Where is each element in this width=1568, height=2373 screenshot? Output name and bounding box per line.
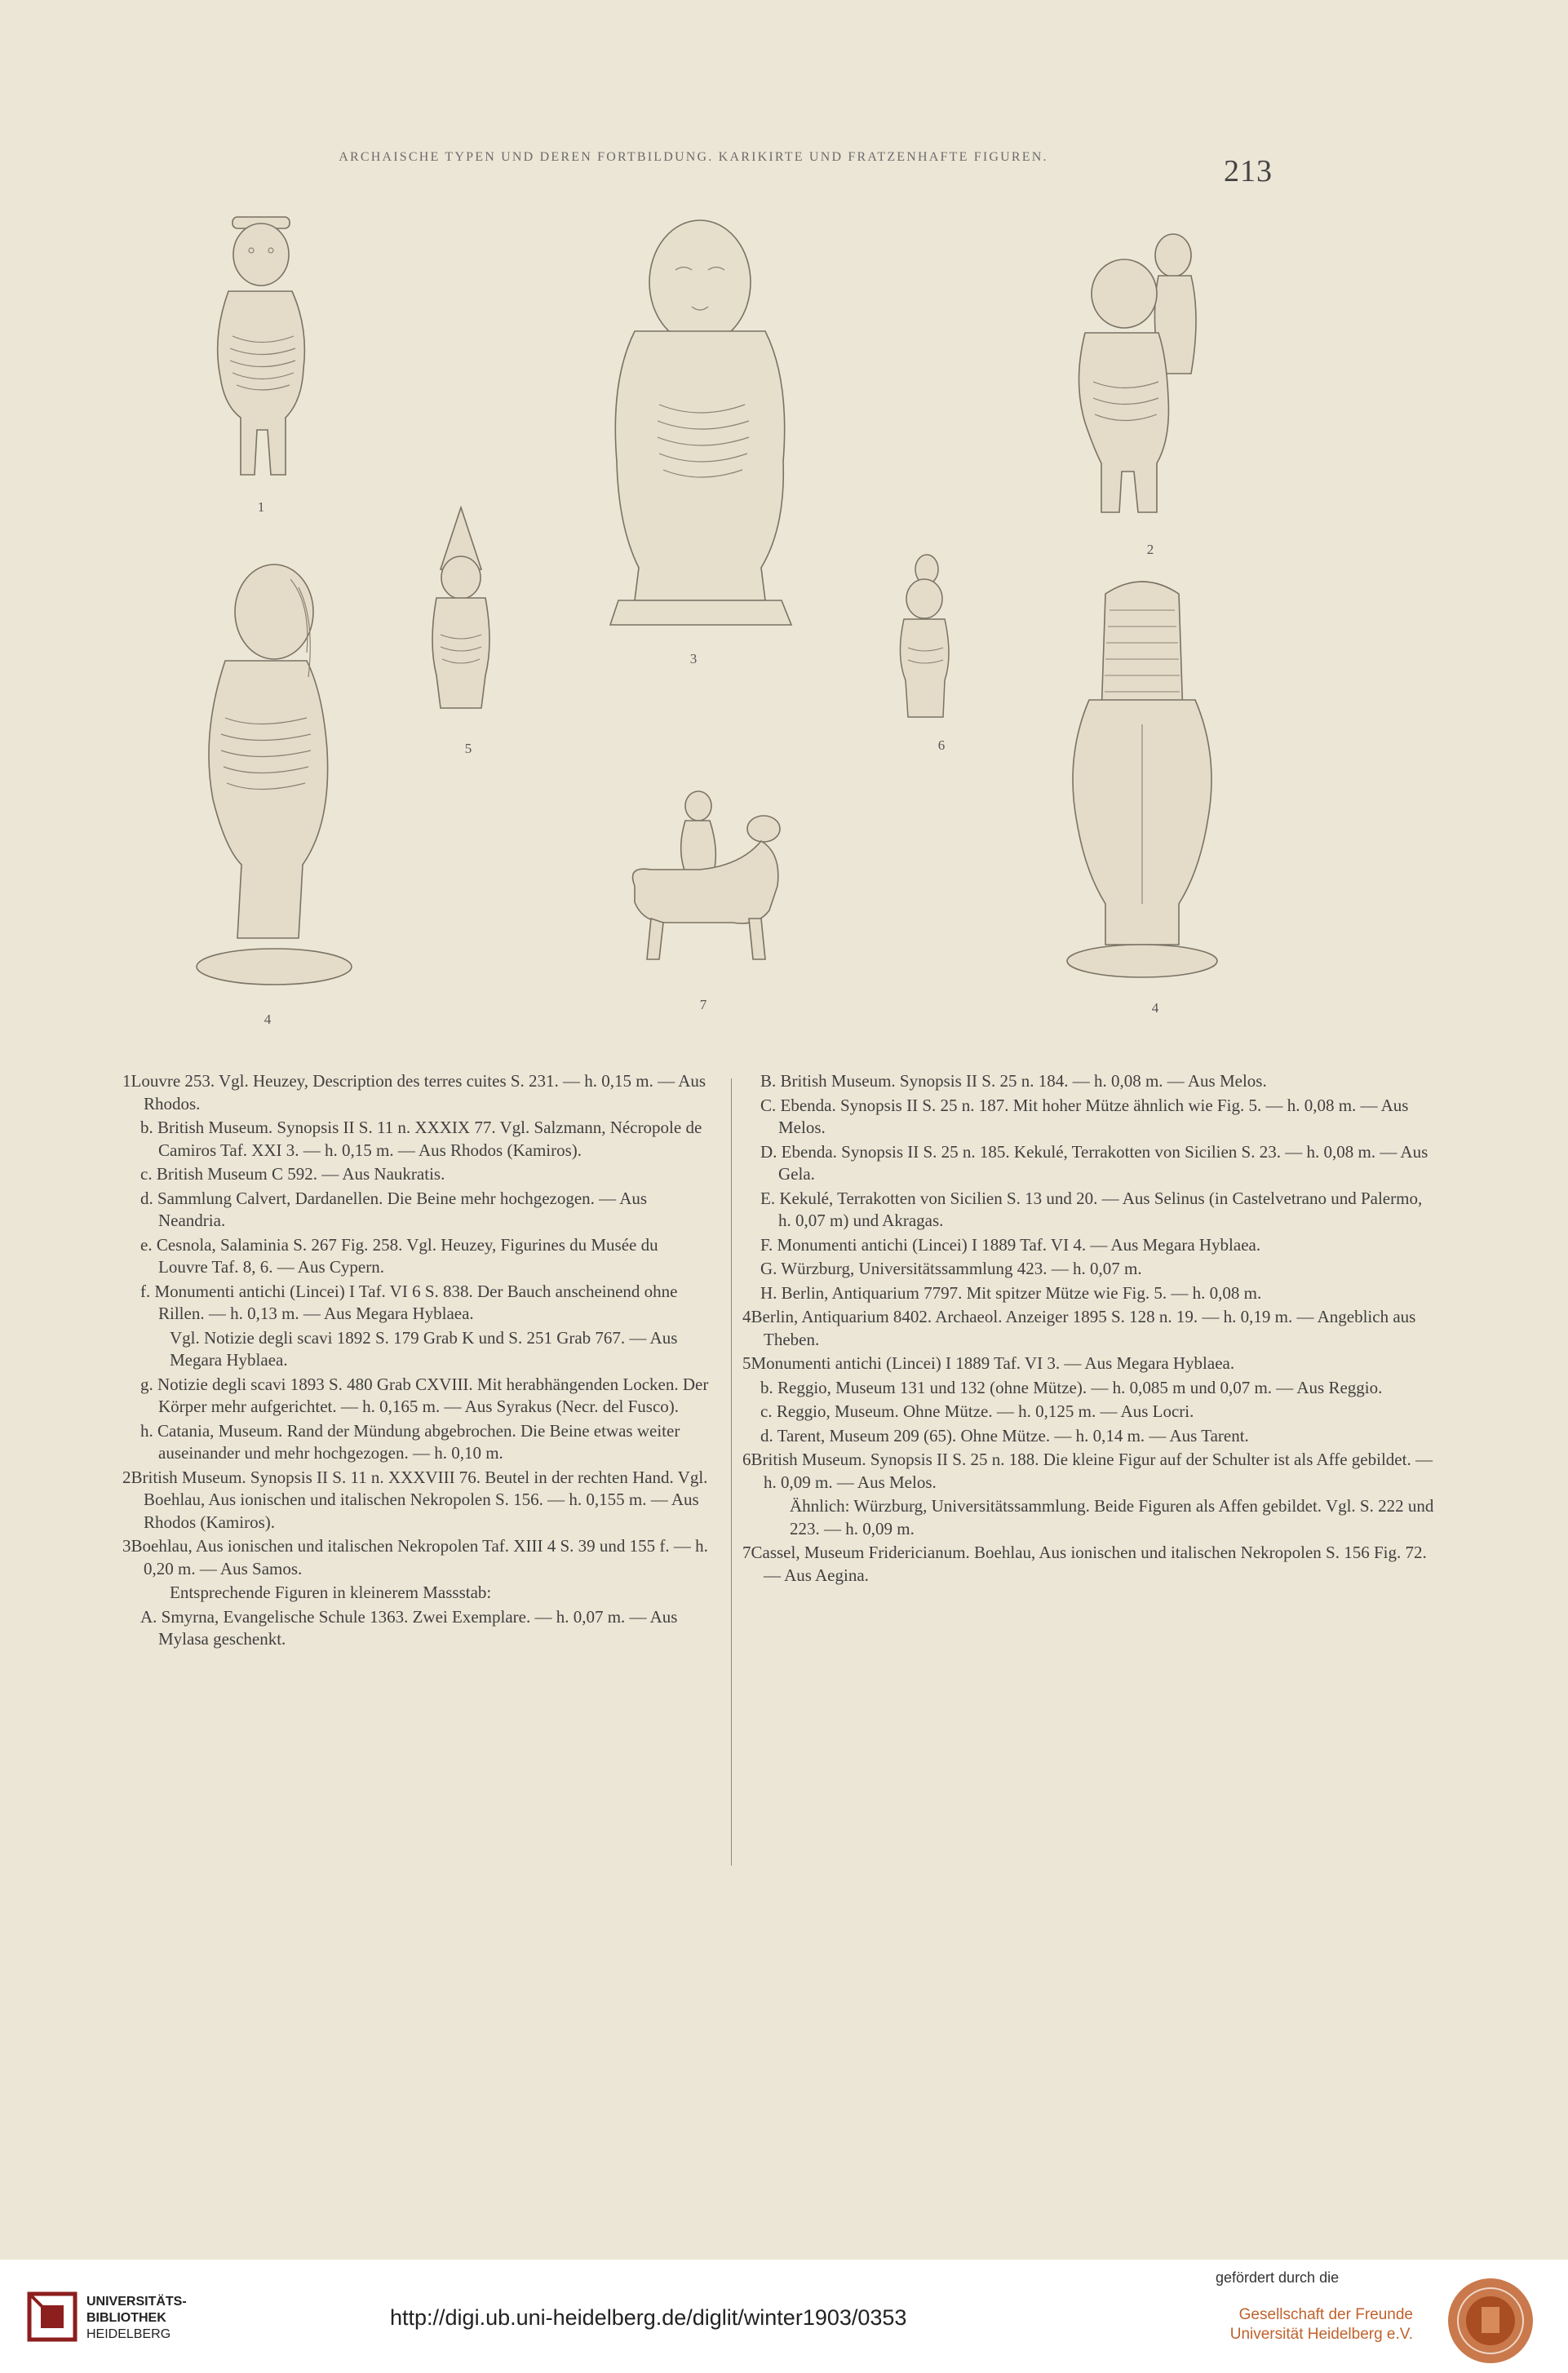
right-note-text: D. Ebenda. Synopsis II S. 25 n. 185. Kekulé, Terrakotten von Sicilien S. 23. — h. 0,08 m. — Aus Gela.: [760, 1141, 1428, 1184]
figure-4-left-label: 4: [264, 1012, 272, 1027]
right-note-text: Berlin, Antiquarium 8402. Archaeol. Anzeiger 1895 S. 128 n. 19. — h. 0,19 m. — Angeblich aus Theben.: [751, 1307, 1416, 1349]
sponsor-name-line2: Universität Heidelberg e.V.: [1229, 2326, 1413, 2343]
figure-7-label: 7: [699, 997, 707, 1012]
column-divider: [731, 1078, 732, 1866]
left-note-text: b. British Museum. Synopsis II S. 11 n. XXXIX 77. Vgl. Salzmann, Nécropole de Camiros Taf. XXI 3. — h. 0,15 m. — Aus Rhodos (Kamiros).: [140, 1118, 702, 1160]
right-note-11: [742, 1425, 1434, 1448]
right-note-text: E. Kekulé, Terrakotten von Sicilien S. 13 und 20. — Aus Selinus (in Castelvetrano und Palermo, h. 0,07 m) und Akragas.: [760, 1188, 1423, 1230]
right-note-4: [742, 1234, 1434, 1257]
left-note-number: 2: [122, 1467, 131, 1487]
left-note-11: [122, 1582, 710, 1605]
figure-3-illustration: [602, 217, 798, 641]
figure-1-label: 1: [257, 499, 265, 515]
right-note-10: [742, 1401, 1434, 1423]
sponsor-label: gefördert durch die: [1216, 2269, 1340, 2286]
right-note-text: British Museum. Synopsis II S. 25 n. 188. Die kleine Figur auf der Schulter ist als Affe gebildet. — h. 0,09 m. — Aus Melos.: [751, 1450, 1433, 1492]
figure-5-label: 5: [464, 741, 472, 756]
figure-6-label: 6: [937, 737, 946, 753]
left-note-text: f. Monumenti antichi (Lincei) I Taf. VI 6 S. 838. Der Bauch anscheinend ohne Rillen. — h. 0,13 m. — Aus Megara Hyblaea.: [140, 1281, 678, 1323]
footer-bar: [0, 2260, 1568, 2373]
right-note-number: 6: [742, 1450, 751, 1469]
right-note-text: Ähnlich: Würzburg, Universitätssammlung. Beide Figuren als Affen gebildet. Vgl. S. 222 und 223. — h. 0,09 m.: [790, 1496, 1434, 1538]
left-note-text: A. Smyrna, Evangelische Schule 1363. Zwei Exemplare. — h. 0,07 m. — Aus Mylasa geschenkt.: [140, 1606, 678, 1649]
left-note-10: [122, 1535, 710, 1580]
right-note-2: [742, 1141, 1434, 1186]
left-note-text: Louvre 253. Vgl. Heuzey, Description des terres cuites S. 231. — h. 0,15 m. — Aus Rhodos.: [131, 1071, 706, 1113]
figure-5-illustration: [416, 504, 506, 724]
right-note-number: 5: [742, 1353, 751, 1373]
left-note-text: c. British Museum C 592. — Aus Naukratis.: [140, 1164, 445, 1184]
left-note-9: [122, 1467, 710, 1534]
left-note-0: [122, 1070, 710, 1115]
catalogue-notes: [122, 1070, 1434, 1886]
left-note-text: h. Catania, Museum. Rand der Mündung abgebrochen. Die Beine etwas weiter auseinander und mehr hochgezogen. — h. 0,10 m.: [140, 1420, 680, 1463]
left-note-4: [122, 1234, 710, 1279]
library-name-line2: BIBLIOTHEK: [86, 2311, 166, 2325]
right-note-6: [742, 1282, 1434, 1305]
figure-3-label: 3: [689, 651, 698, 666]
right-note-13: [742, 1495, 1434, 1540]
library-logo-icon: [26, 2291, 78, 2343]
left-note-3: [122, 1188, 710, 1233]
right-note-text: c. Reggio, Museum. Ohne Mütze. — h. 0,125 m. — Aus Locri.: [760, 1401, 1194, 1421]
notes-right-column: [742, 1070, 1434, 1588]
left-note-text: e. Cesnola, Salaminia S. 267 Fig. 258. Vgl. Heuzey, Figurines du Musée du Louvre Taf. 8, 6. — Aus Cypern.: [140, 1234, 658, 1277]
notes-left-column: [122, 1070, 710, 1653]
right-note-text: H. Berlin, Antiquarium 7797. Mit spitzer Mütze wie Fig. 5. — h. 0,08 m.: [760, 1282, 1262, 1303]
permalink-url[interactable]: http://digi.ub.uni-heidelberg.de/diglit/winter1903/0353: [390, 2305, 907, 2330]
right-note-8: [742, 1353, 1434, 1375]
figure-4-left-illustration: [193, 555, 356, 995]
right-note-0: [742, 1070, 1434, 1093]
right-note-text: Monumenti antichi (Lincei) I 1889 Taf. VI 3. — Aus Megara Hyblaea.: [751, 1353, 1235, 1373]
right-note-number: 4: [742, 1307, 751, 1326]
right-note-text: F. Monumenti antichi (Lincei) I 1889 Taf. VI 4. — Aus Megara Hyblaea.: [760, 1234, 1261, 1255]
right-note-text: G. Würzburg, Universitätssammlung 423. — h. 0,07 m.: [760, 1259, 1142, 1278]
left-note-text: British Museum. Synopsis II S. 11 n. XXXVIII 76. Beutel in der rechten Hand. Vgl. Boehlau, Aus ionischen und italischen Nekropolen S. 156. — h. 0,155 m. — Aus Rhodos (Kamiros).: [131, 1467, 708, 1532]
library-name-line3: HEIDELBERG: [86, 2327, 171, 2341]
right-note-3: [742, 1188, 1434, 1233]
right-note-14: [742, 1542, 1434, 1587]
library-name-line1: UNIVERSITÄTS-: [86, 2295, 187, 2309]
left-note-text: Vgl. Notizie degli scavi 1892 S. 179 Grab K und S. 251 Grab 767. — Aus Megara Hyblaea.: [170, 1327, 678, 1370]
left-note-6: [122, 1327, 710, 1372]
right-note-number: 7: [742, 1543, 751, 1562]
running-head: ARCHAISCHE TYPEN UND DEREN FORTBILDUNG. KARIKIRTE UND FRATZENHAFTE FIGUREN.: [339, 150, 1048, 164]
right-note-12: [742, 1449, 1434, 1494]
left-note-text: g. Notizie degli scavi 1893 S. 480 Grab CXVIII. Mit herabhängenden Locken. Der Körper mehr aufgerichtet. — h. 0,165 m. — Aus Syrakus (Necr. del Fusco).: [140, 1374, 709, 1416]
sponsor-name-line1: Gesellschaft der Freunde: [1238, 2306, 1413, 2323]
left-note-1: [122, 1117, 710, 1162]
library-name: [86, 2294, 187, 2343]
university-seal-icon: [1446, 2276, 1535, 2366]
left-note-7: [122, 1374, 710, 1419]
left-note-text: Boehlau, Aus ionischen und italischen Nekropolen Taf. XIII 4 S. 39 und 155 f. — h. 0,20 m. — Aus Samos.: [131, 1536, 708, 1578]
figure-2-label: 2: [1146, 542, 1154, 557]
right-note-text: Cassel, Museum Fridericianum. Boehlau, Aus ionischen und italischen Nekropolen S. 156 Fig. 72. — Aus Aegina.: [751, 1543, 1427, 1585]
left-note-number: 1: [122, 1071, 131, 1091]
right-note-5: [742, 1258, 1434, 1281]
figure-7-illustration: [618, 788, 798, 992]
page-number: 213: [1224, 154, 1273, 188]
left-note-number: 3: [122, 1536, 131, 1556]
right-note-7: [742, 1306, 1434, 1351]
figure-4-right-illustration: [1061, 578, 1224, 985]
left-note-2: [122, 1163, 710, 1186]
sponsor-name: [1193, 2305, 1413, 2344]
right-note-text: d. Tarent, Museum 209 (65). Ohne Mütze. — h. 0,14 m. — Aus Tarent.: [760, 1425, 1249, 1445]
figure-6-illustration: [888, 550, 961, 729]
right-note-1: [742, 1095, 1434, 1140]
right-note-text: b. Reggio, Museum 131 und 132 (ohne Mütze). — h. 0,085 m und 0,07 m. — Aus Reggio.: [760, 1377, 1383, 1397]
figure-2-illustration: [1069, 219, 1207, 529]
left-note-text: Entsprechende Figuren in kleinerem Massstab:: [170, 1583, 492, 1602]
right-note-text: B. British Museum. Synopsis II S. 25 n. 184. — h. 0,08 m. — Aus Melos.: [760, 1071, 1267, 1091]
right-note-text: C. Ebenda. Synopsis II S. 25 n. 187. Mit hoher Mütze ähnlich wie Fig. 5. — h. 0,08 m. — Aus Melos.: [760, 1095, 1409, 1137]
figure-4-right-label: 4: [1151, 1000, 1159, 1016]
left-note-8: [122, 1420, 710, 1465]
left-note-5: [122, 1281, 710, 1326]
figure-1-illustration: [196, 214, 326, 491]
left-note-text: d. Sammlung Calvert, Dardanellen. Die Beine mehr hochgezogen. — Aus Neandria.: [140, 1188, 648, 1230]
right-note-9: [742, 1377, 1434, 1400]
left-note-12: [122, 1606, 710, 1651]
